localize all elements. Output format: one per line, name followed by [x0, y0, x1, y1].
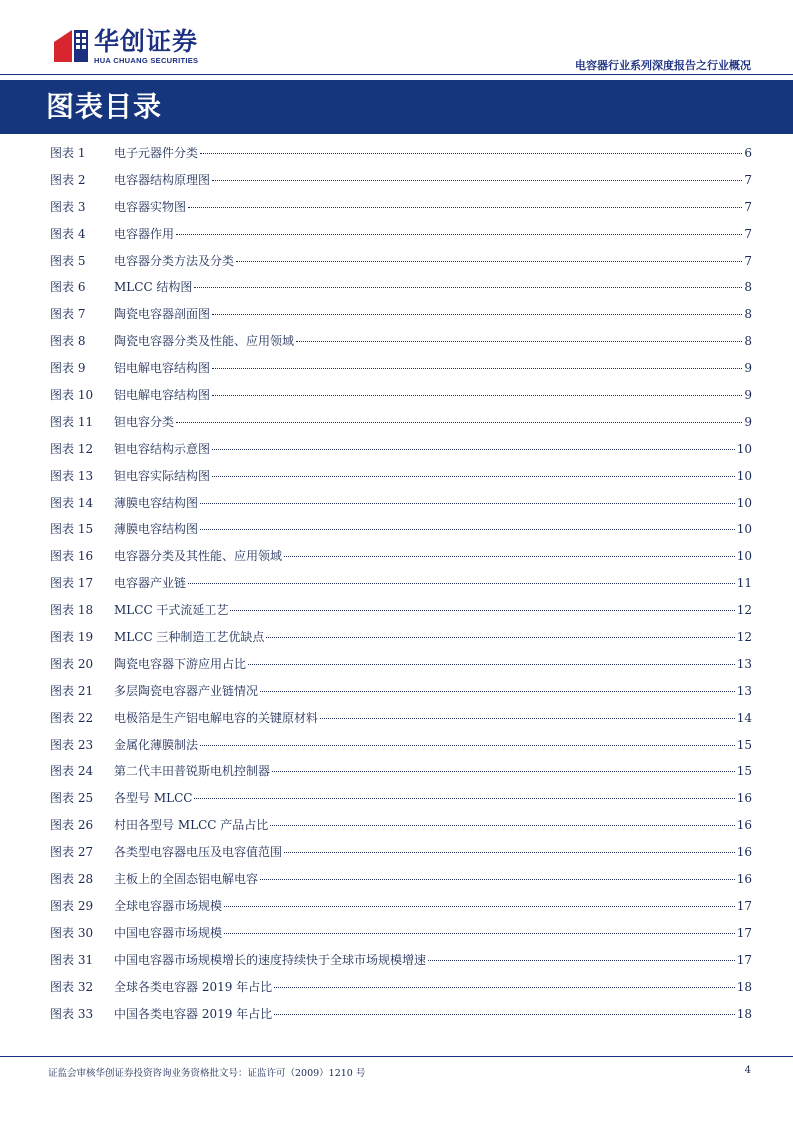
- toc-entry-page: 10: [736, 549, 752, 564]
- toc-entry-label: 图表 25: [50, 791, 94, 806]
- toc-entry-title: 中国电容器市场规模增长的速度持续快于全球市场规模增速: [114, 952, 427, 967]
- toc-leader-dots: [274, 1014, 735, 1015]
- header-divider: [0, 74, 793, 75]
- toc-entry-label: 图表 18: [50, 603, 94, 618]
- toc-entry-label: 图表 4: [50, 226, 86, 241]
- toc-entry-title: 电容器结构原理图: [114, 172, 211, 187]
- toc-entry-title: 电容器分类方法及分类: [114, 253, 235, 268]
- toc-entry[interactable]: [50, 978, 752, 1005]
- toc-leader-dots: [270, 825, 734, 826]
- toc-entry-title: 铝电解电容结构图: [114, 361, 211, 376]
- toc-entry[interactable]: [50, 762, 752, 789]
- toc-entry-title: 陶瓷电容器分类及性能、应用领域: [114, 334, 295, 349]
- toc-entry-page: 17: [736, 898, 752, 913]
- toc-entry[interactable]: [50, 870, 752, 897]
- toc-entry-label: 图表 23: [50, 737, 94, 752]
- toc-entry[interactable]: [50, 386, 752, 413]
- toc-entry[interactable]: [50, 413, 752, 440]
- toc-leader-dots: [284, 556, 735, 557]
- toc-entry-title: 电容器实物图: [114, 199, 187, 214]
- toc-entry[interactable]: [50, 252, 752, 279]
- toc-entry-label: 图表 9: [50, 361, 86, 376]
- toc-entry-page: 9: [744, 414, 752, 429]
- toc-entry-page: 10: [736, 495, 752, 510]
- toc-leader-dots: [248, 664, 735, 665]
- toc-entry-page: 7: [744, 172, 752, 187]
- toc-entry[interactable]: [50, 951, 752, 978]
- toc-entry-title: 铝电解电容结构图: [114, 388, 211, 403]
- toc-entry-page: 11: [736, 576, 752, 591]
- page-number: 4: [744, 1065, 751, 1076]
- toc-entry-page: 16: [736, 872, 752, 887]
- toc-entry-label: 图表 10: [50, 388, 94, 403]
- report-series-title: 电容器行业系列深度报告之行业概况: [575, 59, 751, 72]
- toc-entry-page: 10: [736, 522, 752, 537]
- toc-entry-label: 图表 24: [50, 764, 94, 779]
- toc-entry-label: 图表 13: [50, 468, 94, 483]
- toc-entry-page: 18: [736, 979, 752, 994]
- toc-entry-title: 全球各类电容器 2019 年占比: [114, 979, 273, 994]
- toc-entry-label: 图表 27: [50, 845, 94, 860]
- toc-entry-page: 7: [744, 253, 752, 268]
- toc-leader-dots: [200, 153, 742, 154]
- toc-entry-title: 电容器产业链: [114, 576, 187, 591]
- toc-entry[interactable]: [50, 359, 752, 386]
- toc-leader-dots: [188, 583, 735, 584]
- toc-entry[interactable]: [50, 601, 752, 628]
- toc-leader-dots: [200, 503, 735, 504]
- toc-entry-label: 图表 21: [50, 683, 94, 698]
- toc-entry-title: 金属化薄膜制法: [114, 737, 199, 752]
- toc-leader-dots: [212, 180, 742, 181]
- toc-entry-label: 图表 31: [50, 952, 94, 967]
- toc-entry-label: 图表 2: [50, 172, 86, 187]
- logo-chinese-name: 华创证券: [94, 27, 199, 56]
- logo-english-name: HUA CHUANG SECURITIES: [94, 56, 199, 65]
- toc-entry-title: 主板上的全固态铝电解电容: [114, 872, 259, 887]
- toc-entry-page: 8: [744, 280, 752, 295]
- toc-entry[interactable]: [50, 467, 752, 494]
- toc-entry-page: 6: [744, 146, 752, 160]
- toc-entry-title: 钽电容结构示意图: [114, 441, 211, 456]
- toc-leader-dots: [212, 476, 735, 477]
- toc-entry-label: 图表 22: [50, 710, 94, 725]
- toc-entry[interactable]: [50, 1005, 752, 1032]
- toc-entry[interactable]: [50, 171, 752, 198]
- toc-leader-dots: [188, 207, 742, 208]
- toc-leader-dots: [230, 610, 734, 611]
- toc-leader-dots: [266, 637, 734, 638]
- toc-entry[interactable]: [50, 225, 752, 252]
- toc-entry-title: 全球电容器市场规模: [114, 898, 223, 913]
- toc-entry-label: 图表 16: [50, 549, 94, 564]
- toc-entry[interactable]: [50, 144, 752, 171]
- toc-entry[interactable]: [50, 440, 752, 467]
- toc-entry-page: 13: [736, 683, 752, 698]
- toc-leader-dots: [284, 852, 735, 853]
- toc-entry-label: 图表 5: [50, 253, 86, 268]
- toc-entry-title: 薄膜电容结构图: [114, 522, 199, 537]
- toc-leader-dots: [176, 234, 742, 235]
- toc-entry-title: 电容器分类及其性能、应用领域: [114, 549, 283, 564]
- toc-entry-page: 16: [736, 791, 752, 806]
- toc-entry-title: 中国各类电容器 2019 年占比: [114, 1006, 273, 1021]
- toc-entry-page: 12: [736, 603, 752, 618]
- toc-leader-dots: [224, 933, 735, 934]
- company-logo-icon: [52, 28, 90, 64]
- toc-entry-page: 7: [744, 226, 752, 241]
- toc-entry-page: 8: [744, 334, 752, 349]
- footer-license-text: 证监会审核华创证券投资咨询业务资格批文号：证监许可（2009）1210 号: [48, 1068, 366, 1079]
- toc-leader-dots: [212, 449, 735, 450]
- toc-entry-label: 图表 30: [50, 925, 94, 940]
- toc-entry-title: 多层陶瓷电容器产业链情况: [114, 683, 259, 698]
- toc-leader-dots: [260, 691, 735, 692]
- toc-entry[interactable]: [50, 709, 752, 736]
- toc-entry-label: 图表 20: [50, 656, 94, 671]
- toc-entry-page: 17: [736, 952, 752, 967]
- toc-entry[interactable]: [50, 494, 752, 521]
- toc-leader-dots: [224, 906, 735, 907]
- toc-entry-page: 9: [744, 388, 752, 403]
- toc-entry-label: 图表 17: [50, 576, 94, 591]
- toc-entry-title: 电极箔是生产铝电解电容的关键原材料: [114, 710, 319, 725]
- toc-entry[interactable]: [50, 305, 752, 332]
- toc-entry-page: 16: [736, 818, 752, 833]
- toc-leader-dots: [212, 314, 742, 315]
- toc-entry-page: 15: [736, 764, 752, 779]
- toc-entry-page: 16: [736, 845, 752, 860]
- toc-entry[interactable]: [50, 574, 752, 601]
- toc-leader-dots: [428, 960, 735, 961]
- toc-leader-dots: [200, 529, 735, 530]
- toc-entry-page: 17: [736, 925, 752, 940]
- toc-entry-page: 7: [744, 199, 752, 214]
- toc-entry-title: 薄膜电容结构图: [114, 495, 199, 510]
- toc-entry-title: 村田各型号 MLCC 产品占比: [114, 818, 269, 833]
- toc-entry-label: 图表 7: [50, 307, 86, 322]
- toc-entry[interactable]: [50, 843, 752, 870]
- toc-leader-dots: [200, 745, 735, 746]
- toc-entry-title: MLCC 干式流延工艺: [114, 603, 229, 618]
- toc-entry[interactable]: [50, 198, 752, 225]
- toc-leader-dots: [194, 287, 742, 288]
- toc-entry-page: 9: [744, 361, 752, 376]
- toc-entry[interactable]: [50, 924, 752, 951]
- toc-entry-title: MLCC 三种制造工艺优缺点: [114, 630, 265, 645]
- toc-entry-page: 18: [736, 1006, 752, 1021]
- toc-entry[interactable]: [50, 897, 752, 924]
- toc-entry-label: 图表 12: [50, 441, 94, 456]
- toc-entry-label: 图表 6: [50, 280, 86, 295]
- toc-leader-dots: [176, 422, 742, 423]
- toc-entry-page: 15: [736, 737, 752, 752]
- footer-divider: [0, 1056, 793, 1057]
- toc-leader-dots: [296, 341, 742, 342]
- toc-entry-title: 电子元器件分类: [114, 146, 199, 160]
- toc-entry-page: 8: [744, 307, 752, 322]
- toc-entry-label: 图表 33: [50, 1006, 94, 1021]
- toc-entry[interactable]: [50, 628, 752, 655]
- toc-entry-page: 12: [736, 630, 752, 645]
- toc-entry-title: 钽电容分类: [114, 414, 175, 429]
- toc-leader-dots: [274, 987, 735, 988]
- toc-entry-label: 图表 15: [50, 522, 94, 537]
- toc-entry-title: 钽电容实际结构图: [114, 468, 211, 483]
- toc-entry-title: 陶瓷电容器剖面图: [114, 307, 211, 322]
- toc-entry-title: 陶瓷电容器下游应用占比: [114, 656, 247, 671]
- toc-entry-title: 电容器作用: [114, 226, 175, 241]
- toc-entry-label: 图表 26: [50, 818, 94, 833]
- toc-entry[interactable]: [50, 332, 752, 359]
- page-header: [0, 0, 793, 80]
- toc-entry-title: 各型号 MLCC: [114, 791, 193, 806]
- toc-entry-page: 14: [736, 710, 752, 725]
- toc-entry-page: 10: [736, 468, 752, 483]
- toc-entry[interactable]: [50, 682, 752, 709]
- toc-entry[interactable]: [50, 789, 752, 816]
- toc-entry-title: 各类型电容器电压及电容值范围: [114, 845, 283, 860]
- toc-entry-title: MLCC 结构图: [114, 280, 193, 295]
- toc-leader-dots: [260, 879, 735, 880]
- toc-entry-label: 图表 32: [50, 979, 94, 994]
- toc-entry-title: 中国电容器市场规模: [114, 925, 223, 940]
- toc-entry-label: 图表 14: [50, 495, 94, 510]
- toc-entry-title: 第二代丰田普锐斯电机控制器: [114, 764, 271, 779]
- toc-entry-page: 13: [736, 656, 752, 671]
- toc-entry[interactable]: [50, 520, 752, 547]
- figure-index-list: [50, 144, 752, 1031]
- toc-entry[interactable]: [50, 547, 752, 574]
- toc-entry-label: 图表 1: [50, 146, 86, 160]
- toc-entry[interactable]: [50, 278, 752, 305]
- toc-entry-label: 图表 29: [50, 898, 94, 913]
- toc-leader-dots: [272, 771, 735, 772]
- toc-entry[interactable]: [50, 736, 752, 763]
- toc-entry-label: 图表 28: [50, 872, 94, 887]
- toc-entry-label: 图表 19: [50, 630, 94, 645]
- toc-entry[interactable]: [50, 816, 752, 843]
- toc-leader-dots: [236, 261, 742, 262]
- section-banner: [0, 80, 793, 134]
- toc-leader-dots: [194, 798, 734, 799]
- toc-entry-label: 图表 11: [50, 414, 94, 429]
- toc-entry[interactable]: [50, 655, 752, 682]
- toc-leader-dots: [212, 368, 742, 369]
- toc-leader-dots: [320, 718, 735, 719]
- section-title: 图表目录: [46, 90, 163, 123]
- toc-leader-dots: [212, 395, 742, 396]
- toc-entry-page: 10: [736, 441, 752, 456]
- toc-entry-label: 图表 3: [50, 199, 86, 214]
- toc-entry-label: 图表 8: [50, 334, 86, 349]
